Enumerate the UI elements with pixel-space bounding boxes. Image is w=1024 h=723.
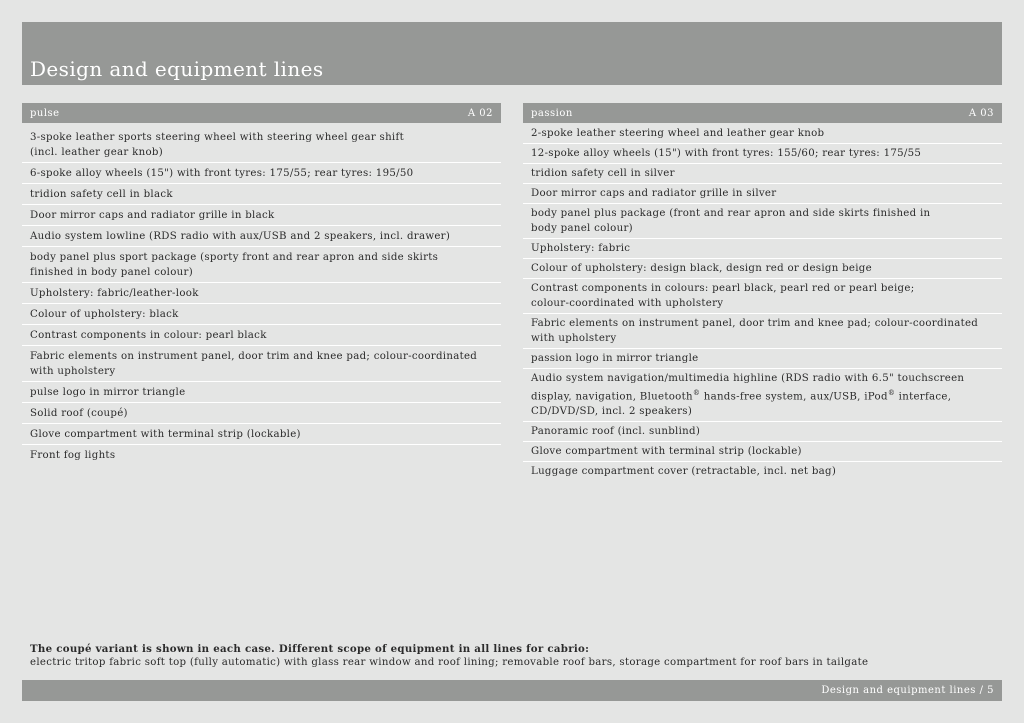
equipment-item: 2-spoke leather steering wheel and leather gear knob bbox=[523, 124, 1002, 144]
passion-items bbox=[523, 124, 1002, 481]
equipment-item: Contrast components in colour: pearl black bbox=[22, 325, 501, 346]
equipment-item: tridion safety cell in silver bbox=[523, 164, 1002, 184]
equipment-item: passion logo in mirror triangle bbox=[523, 349, 1002, 369]
equipment-item: Panoramic roof (incl. sunblind) bbox=[523, 422, 1002, 442]
equipment-item: body panel plus package (front and rear apron and side skirts finished in body panel colour) bbox=[523, 204, 1002, 239]
equipment-item: pulse logo in mirror triangle bbox=[22, 382, 501, 403]
page-header bbox=[22, 22, 1002, 85]
equipment-item: Glove compartment with terminal strip (lockable) bbox=[22, 424, 501, 445]
equipment-item: body panel plus sport package (sporty front and rear apron and side skirts finished in body panel colour) bbox=[22, 247, 501, 283]
equipment-item: Glove compartment with terminal strip (lockable) bbox=[523, 442, 1002, 462]
line-code: A 03 bbox=[968, 107, 994, 119]
equipment-item: Front fog lights bbox=[30, 450, 116, 461]
footer-label: Design and equipment lines / 5 bbox=[821, 685, 994, 696]
equipment-item: 12-spoke alloy wheels (15") with front tyres: 155/60; rear tyres: 175/55 bbox=[523, 144, 1002, 164]
equipment-item: Fabric elements on instrument panel, door trim and knee pad; colour-coordinated with upholstery bbox=[22, 346, 501, 382]
pulse-items bbox=[22, 127, 501, 465]
page-footer bbox=[22, 680, 1002, 701]
equipment-item: Contrast components in colours: pearl black, pearl red or pearl beige; colour-coordinated with upholstery bbox=[523, 279, 1002, 314]
equipment-item: Upholstery: fabric bbox=[523, 239, 1002, 259]
passion-header bbox=[523, 103, 1002, 123]
equipment-item: Solid roof (coupé) bbox=[22, 403, 501, 424]
equipment-item: 3-spoke leather sports steering wheel with steering wheel gear shift (incl. leather gear knob) bbox=[22, 127, 501, 163]
equipment-item: Colour of upholstery: black bbox=[22, 304, 501, 325]
equipment-item: Fabric elements on instrument panel, door trim and knee pad; colour-coordinated with upholstery bbox=[523, 314, 1002, 349]
footnote bbox=[30, 642, 1010, 670]
equipment-item: tridion safety cell in black bbox=[22, 184, 501, 205]
equipment-item: Luggage compartment cover (retractable, incl. net bag) bbox=[531, 466, 837, 478]
equipment-item: Upholstery: fabric/leather-look bbox=[22, 283, 501, 304]
equipment-item: Door mirror caps and radiator grille in silver bbox=[523, 184, 1002, 204]
equipment-item: Audio system navigation/multimedia highline (RDS radio with 6.5" touchscreen display, navigation, Bluetooth® hands-free system, aux/USB, iPod® interface, CD/DVD/SD, incl. 2 speakers) bbox=[523, 369, 1002, 422]
page-title: Design and equipment lines bbox=[30, 57, 324, 81]
equipment-item: Door mirror caps and radiator grille in black bbox=[22, 205, 501, 226]
footnote-heading: The coupé variant is shown in each case. Different scope of equipment in all lines for cabrio: bbox=[30, 643, 590, 655]
footnote-text: electric tritop fabric soft top (fully automatic) with glass rear window and roof lining; removable roof bars, storage compartment for roof bars in tailgate bbox=[30, 657, 869, 668]
equipment-item: Audio system lowline (RDS radio with aux/USB and 2 speakers, incl. drawer) bbox=[22, 226, 501, 247]
passion-column bbox=[523, 103, 1002, 481]
pulse-column bbox=[22, 103, 501, 465]
equipment-item: 6-spoke alloy wheels (15") with front tyres: 175/55; rear tyres: 195/50 bbox=[22, 163, 501, 184]
line-name: pulse bbox=[30, 107, 60, 119]
pulse-header bbox=[22, 103, 501, 123]
line-code: A 02 bbox=[467, 107, 493, 119]
line-name: passion bbox=[531, 107, 573, 119]
equipment-item: Colour of upholstery: design black, design red or design beige bbox=[523, 259, 1002, 279]
